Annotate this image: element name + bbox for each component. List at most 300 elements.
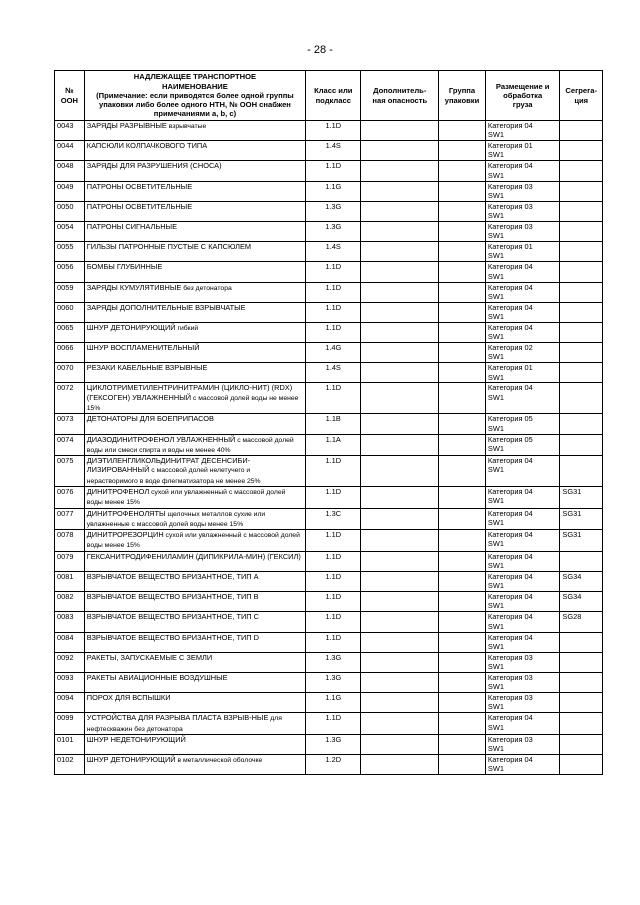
- table-row: [55, 713, 603, 735]
- subsidiary-risk-cell: [361, 612, 439, 632]
- stowage-cell: [485, 121, 559, 141]
- stowage-code: SW1: [487, 251, 504, 261]
- packing-group-cell: [439, 508, 486, 530]
- shipping-name-caps: ПОРОХ ДЛЯ ВСПЫШКИ: [86, 693, 171, 703]
- packing-group-cell: [439, 383, 486, 414]
- subsidiary-risk-cell: [361, 487, 439, 509]
- shipping-name-cell: [84, 434, 305, 456]
- header-line: Класс или: [314, 86, 353, 96]
- header-line: НАДЛЕЖАЩЕЕ ТРАНСПОРТНОЕ: [133, 72, 257, 82]
- subsidiary-risk-cell: [361, 201, 439, 221]
- segregation-cell: SG31: [560, 530, 603, 552]
- class-cell: 1.4S: [306, 242, 361, 262]
- class-cell: 1.3G: [306, 201, 361, 221]
- class-cell: 1.4S: [306, 141, 361, 161]
- packing-group-cell: [439, 632, 486, 652]
- header-line: ООН: [60, 95, 79, 105]
- stowage-category: Категория 02: [487, 343, 533, 353]
- subsidiary-risk-cell: [361, 161, 439, 181]
- col-header-class: [306, 71, 361, 121]
- table-row: [55, 181, 603, 201]
- stowage-category: Категория 01: [487, 141, 533, 151]
- table-row: [55, 201, 603, 221]
- un-number-cell: 0076: [55, 487, 85, 509]
- subsidiary-risk-cell: [361, 713, 439, 735]
- segregation-cell: [560, 141, 603, 161]
- packing-group-cell: [439, 414, 486, 434]
- subsidiary-risk-cell: [361, 652, 439, 672]
- packing-group-cell: [439, 487, 486, 509]
- class-cell: 1.3C: [306, 508, 361, 530]
- stowage-code: SW1: [487, 621, 504, 631]
- class-cell: 1.3G: [306, 672, 361, 692]
- packing-group-cell: [439, 282, 486, 302]
- table-row: [55, 652, 603, 672]
- shipping-name-cell: [84, 201, 305, 221]
- un-number-cell: 0054: [55, 221, 85, 241]
- stowage-cell: [485, 571, 559, 591]
- un-number-cell: 0092: [55, 652, 85, 672]
- table-row: [55, 571, 603, 591]
- un-number-cell: 0073: [55, 414, 85, 434]
- un-number-cell: 0055: [55, 242, 85, 262]
- stowage-code: SW1: [487, 517, 504, 527]
- shipping-name-cell: [84, 693, 305, 713]
- col-header-stowage: [485, 71, 559, 121]
- stowage-cell: [485, 434, 559, 456]
- stowage-category: Категория 04: [487, 161, 533, 171]
- stowage-cell: [485, 242, 559, 262]
- stowage-cell: [485, 508, 559, 530]
- class-cell: 1.1D: [306, 612, 361, 632]
- un-number-cell: 0074: [55, 434, 85, 456]
- subsidiary-risk-cell: [361, 571, 439, 591]
- shipping-name-cell: [84, 121, 305, 141]
- header-line: Размещение и: [495, 81, 550, 91]
- subsidiary-risk-cell: [361, 551, 439, 571]
- stowage-code: SW1: [487, 130, 504, 140]
- class-cell: 1.1G: [306, 693, 361, 713]
- stowage-cell: [485, 456, 559, 487]
- class-cell: 1.1D: [306, 161, 361, 181]
- stowage-cell: [485, 363, 559, 383]
- un-number-cell: 0102: [55, 755, 85, 775]
- shipping-name-caps: УСТРОЙСТВА ДЛЯ РАЗРЫВА ПЛАСТА ВЗРЫВ-НЫЕ: [86, 713, 269, 723]
- stowage-category: Категория 04: [487, 383, 533, 393]
- table-row: [55, 693, 603, 713]
- class-cell: 1.1D: [306, 322, 361, 342]
- un-number-cell: 0056: [55, 262, 85, 282]
- segregation-cell: [560, 181, 603, 201]
- un-number-cell: 0093: [55, 672, 85, 692]
- shipping-name-caps: ЦИКЛОТРИМЕТИЛЕНТРИНИТРАМИН (ЦИКЛО-НИТ) (RDX) (ГЕКСОГЕН) УВЛАЖНЕННЫЙ: [86, 383, 293, 402]
- subsidiary-risk-cell: [361, 221, 439, 241]
- stowage-category: Категория 04: [487, 530, 533, 540]
- shipping-name-caps: ЗАРЯДЫ КУМУЛЯТИВНЫЕ: [86, 282, 182, 292]
- packing-group-cell: [439, 201, 486, 221]
- stowage-code: SW1: [487, 561, 504, 571]
- class-cell: 1.1D: [306, 282, 361, 302]
- stowage-code: SW1: [487, 702, 504, 712]
- shipping-name-caps: ВЗРЫВЧАТОЕ ВЕЩЕСТВО БРИЗАНТНОЕ, ТИП C: [86, 612, 259, 622]
- table-row: [55, 282, 603, 302]
- table-row: [55, 551, 603, 571]
- stowage-code: SW1: [487, 211, 504, 221]
- class-cell: 1.1D: [306, 302, 361, 322]
- stowage-code: SW1: [487, 271, 504, 281]
- stowage-category: Категория 04: [487, 121, 533, 130]
- col-header-packing-group: [439, 71, 486, 121]
- shipping-name-caps: ДИАЗОДИНИТРОФЕНОЛ УВЛАЖНЕННЫЙ: [86, 434, 236, 444]
- stowage-code: SW1: [487, 581, 504, 591]
- stowage-category: Категория 04: [487, 487, 533, 496]
- shipping-name-cell: [84, 322, 305, 342]
- un-number-cell: 0078: [55, 530, 85, 552]
- un-number-cell: 0070: [55, 363, 85, 383]
- subsidiary-risk-cell: [361, 383, 439, 414]
- stowage-code: SW1: [487, 722, 504, 732]
- stowage-code: SW1: [487, 231, 504, 241]
- stowage-cell: [485, 302, 559, 322]
- segregation-cell: [560, 632, 603, 652]
- header-line: №: [65, 86, 74, 96]
- class-cell: 1.3G: [306, 734, 361, 754]
- stowage-category: Категория 04: [487, 612, 533, 622]
- un-number-cell: 0043: [55, 121, 85, 141]
- shipping-name-cell: [84, 672, 305, 692]
- header-line: обработка: [503, 90, 543, 100]
- shipping-name-caps: ДЕТОНАТОРЫ ДЛЯ БОЕПРИПАСОВ: [86, 414, 214, 424]
- shipping-name-cell: [84, 141, 305, 161]
- shipping-name-cell: [84, 181, 305, 201]
- packing-group-cell: [439, 161, 486, 181]
- header-line: подкласс: [315, 95, 351, 105]
- stowage-cell: [485, 612, 559, 632]
- shipping-name-cell: [84, 612, 305, 632]
- shipping-name-caps: ВЗРЫВЧАТОЕ ВЕЩЕСТВО БРИЗАНТНОЕ, ТИП A: [86, 571, 259, 581]
- stowage-cell: [485, 282, 559, 302]
- segregation-cell: [560, 755, 603, 775]
- table-row: [55, 508, 603, 530]
- subsidiary-risk-cell: [361, 434, 439, 456]
- subsidiary-risk-cell: [361, 632, 439, 652]
- shipping-name-caps: ШНУР ДЕТОНИРУЮЩИЙ: [86, 322, 176, 332]
- un-number-cell: 0082: [55, 592, 85, 612]
- table-row: [55, 383, 603, 414]
- segregation-cell: SG31: [560, 508, 603, 530]
- stowage-code: SW1: [487, 372, 504, 382]
- un-number-cell: 0044: [55, 141, 85, 161]
- header-line: упаковки: [444, 95, 480, 105]
- subsidiary-risk-cell: [361, 302, 439, 322]
- shipping-name-caps: ПАТРОНЫ ОСВЕТИТЕЛЬНЫЕ: [86, 181, 193, 191]
- stowage-code: SW1: [487, 150, 504, 160]
- shipping-name-cell: [84, 551, 305, 571]
- stowage-cell: [485, 343, 559, 363]
- un-number-cell: 0077: [55, 508, 85, 530]
- stowage-category: Категория 03: [487, 693, 533, 703]
- un-number-cell: 0079: [55, 551, 85, 571]
- table-row: [55, 322, 603, 342]
- shipping-name-cell: [84, 414, 305, 434]
- table-row: [55, 456, 603, 487]
- shipping-name-qualifier: в металлической оболочке: [175, 757, 263, 765]
- stowage-code: SW1: [487, 682, 504, 692]
- table-row: [55, 221, 603, 241]
- un-number-cell: 0094: [55, 693, 85, 713]
- subsidiary-risk-cell: [361, 322, 439, 342]
- class-cell: 1.1D: [306, 487, 361, 509]
- packing-group-cell: [439, 672, 486, 692]
- stowage-code: SW1: [487, 311, 504, 321]
- packing-group-cell: [439, 434, 486, 456]
- shipping-name-cell: [84, 652, 305, 672]
- stowage-cell: [485, 414, 559, 434]
- table-row: [55, 242, 603, 262]
- packing-group-cell: [439, 302, 486, 322]
- shipping-name-qualifier: с массовой долей воды или смеси спирта и воды не менее 40%: [86, 436, 294, 454]
- shipping-name-cell: [84, 508, 305, 530]
- stowage-category: Категория 04: [487, 322, 533, 332]
- stowage-cell: [485, 632, 559, 652]
- segregation-cell: [560, 363, 603, 383]
- stowage-cell: [485, 734, 559, 754]
- col-header-shipping-name: [84, 71, 305, 121]
- segregation-cell: [560, 121, 603, 141]
- shipping-name-qualifier: сухой или увлажненный с массовой долей воды менее 15%: [86, 532, 300, 550]
- header-line: Дополнитель-: [373, 86, 427, 96]
- stowage-category: Категория 01: [487, 242, 533, 252]
- segregation-cell: [560, 302, 603, 322]
- segregation-cell: SG28: [560, 612, 603, 632]
- un-number-cell: 0065: [55, 322, 85, 342]
- stowage-cell: [485, 161, 559, 181]
- segregation-cell: [560, 713, 603, 735]
- table-row: [55, 262, 603, 282]
- class-cell: 1.1D: [306, 632, 361, 652]
- stowage-code: SW1: [487, 539, 504, 549]
- un-number-cell: 0084: [55, 632, 85, 652]
- subsidiary-risk-cell: [361, 672, 439, 692]
- shipping-name-caps: КАПСЮЛИ КОЛПАЧКОВОГО ТИПА: [86, 141, 208, 151]
- shipping-name-qualifier: для нефтескважин без детонатора: [86, 715, 282, 733]
- table-body: [55, 121, 603, 775]
- class-cell: 1.2D: [306, 755, 361, 775]
- un-number-cell: 0048: [55, 161, 85, 181]
- stowage-category: Категория 04: [487, 755, 533, 765]
- segregation-cell: [560, 551, 603, 571]
- segregation-cell: [560, 414, 603, 434]
- stowage-cell: [485, 141, 559, 161]
- stowage-cell: [485, 201, 559, 221]
- subsidiary-risk-cell: [361, 414, 439, 434]
- table-row: [55, 161, 603, 181]
- stowage-cell: [485, 487, 559, 509]
- stowage-code: SW1: [487, 291, 504, 301]
- page-number: - 28 -: [307, 44, 333, 56]
- shipping-name-cell: [84, 571, 305, 591]
- stowage-category: Категория 04: [487, 508, 533, 518]
- table-row: [55, 530, 603, 552]
- shipping-name-caps: РЕЗАКИ КАБЕЛЬНЫЕ ВЗРЫВНЫЕ: [86, 363, 208, 373]
- packing-group-cell: [439, 456, 486, 487]
- shipping-name-caps: ЗАРЯДЫ ДОПОЛНИТЕЛЬНЫЕ ВЗРЫВЧАТЫЕ: [86, 302, 246, 312]
- stowage-code: SW1: [487, 352, 504, 362]
- subsidiary-risk-cell: [361, 755, 439, 775]
- table-row: [55, 612, 603, 632]
- shipping-name-cell: [84, 262, 305, 282]
- shipping-name-cell: [84, 242, 305, 262]
- stowage-category: Категория 03: [487, 181, 533, 191]
- segregation-cell: [560, 693, 603, 713]
- segregation-cell: SG31: [560, 487, 603, 509]
- stowage-category: Категория 04: [487, 262, 533, 272]
- packing-group-cell: [439, 592, 486, 612]
- subsidiary-risk-cell: [361, 141, 439, 161]
- stowage-cell: [485, 530, 559, 552]
- class-cell: 1.1A: [306, 434, 361, 456]
- packing-group-cell: [439, 141, 486, 161]
- shipping-name-caps: ВЗРЫВЧАТОЕ ВЕЩЕСТВО БРИЗАНТНОЕ, ТИП D: [86, 632, 259, 642]
- shipping-name-cell: [84, 734, 305, 754]
- stowage-category: Категория 03: [487, 201, 533, 211]
- packing-group-cell: [439, 734, 486, 754]
- shipping-name-caps: ГЕКСАНИТРОДИФЕНИЛАМИН (ДИПИКРИЛА-МИН) (ГЕКСИЛ): [86, 551, 301, 561]
- class-cell: 1.3G: [306, 221, 361, 241]
- un-number-cell: 0099: [55, 713, 85, 735]
- shipping-name-cell: [84, 456, 305, 487]
- shipping-name-cell: [84, 343, 305, 363]
- dangerous-goods-table: [54, 70, 603, 775]
- packing-group-cell: [439, 652, 486, 672]
- class-cell: 1.1D: [306, 713, 361, 735]
- table-row: [55, 141, 603, 161]
- subsidiary-risk-cell: [361, 282, 439, 302]
- shipping-name-caps: ШНУР ВОСПЛАМЕНИТЕЛЬНЫЙ: [86, 343, 200, 353]
- table-row: [55, 434, 603, 456]
- shipping-name-cell: [84, 221, 305, 241]
- packing-group-cell: [439, 242, 486, 262]
- table-row: [55, 755, 603, 775]
- packing-group-cell: [439, 530, 486, 552]
- stowage-code: SW1: [487, 744, 504, 754]
- segregation-cell: SG34: [560, 571, 603, 591]
- segregation-cell: [560, 282, 603, 302]
- table-row: [55, 592, 603, 612]
- header-line: (Примечание: если приводятся более одной группы упаковки либо более одного НТН, № ООН снабжен примечаниями a, b, c): [96, 90, 294, 119]
- stowage-category: Категория 04: [487, 551, 533, 561]
- table-row: [55, 632, 603, 652]
- shipping-name-qualifier: взрывчатые: [166, 123, 207, 130]
- class-cell: 1.1G: [306, 181, 361, 201]
- segregation-cell: SG34: [560, 592, 603, 612]
- header-line: ция: [574, 95, 589, 105]
- col-header-un-number: [55, 71, 85, 121]
- stowage-cell: [485, 755, 559, 775]
- packing-group-cell: [439, 262, 486, 282]
- subsidiary-risk-cell: [361, 693, 439, 713]
- class-cell: 1.4G: [306, 343, 361, 363]
- stowage-category: Категория 04: [487, 632, 533, 642]
- stowage-code: SW1: [487, 465, 504, 475]
- table-row: [55, 121, 603, 141]
- segregation-cell: [560, 734, 603, 754]
- class-cell: 1.1D: [306, 383, 361, 414]
- stowage-cell: [485, 713, 559, 735]
- segregation-cell: [560, 343, 603, 363]
- shipping-name-caps: ПАТРОНЫ ОСВЕТИТЕЛЬНЫЕ: [86, 201, 193, 211]
- subsidiary-risk-cell: [361, 508, 439, 530]
- un-number-cell: 0075: [55, 456, 85, 487]
- segregation-cell: [560, 201, 603, 221]
- un-number-cell: 0101: [55, 734, 85, 754]
- stowage-category: Категория 04: [487, 713, 533, 723]
- stowage-cell: [485, 592, 559, 612]
- shipping-name-cell: [84, 755, 305, 775]
- shipping-name-caps: ЗАРЯДЫ ДЛЯ РАЗРУШЕНИЯ (СНОСА): [86, 161, 222, 171]
- header-line: Группа: [448, 86, 476, 96]
- table-row: [55, 487, 603, 509]
- subsidiary-risk-cell: [361, 343, 439, 363]
- packing-group-cell: [439, 121, 486, 141]
- subsidiary-risk-cell: [361, 592, 439, 612]
- shipping-name-caps: ДИНИТРОФЕНОЛЯТЫ: [86, 508, 166, 518]
- packing-group-cell: [439, 322, 486, 342]
- subsidiary-risk-cell: [361, 181, 439, 201]
- shipping-name-qualifier: с массовой долей нелетучего и нерастворимого в воде флегматизатора не менее 25%: [86, 467, 261, 485]
- table-row: [55, 414, 603, 434]
- class-cell: 1.1D: [306, 262, 361, 282]
- stowage-cell: [485, 221, 559, 241]
- class-cell: 1.3G: [306, 652, 361, 672]
- shipping-name-qualifier: сухой или увлажненный с массовой долей воды менее 15%: [86, 489, 286, 507]
- shipping-name-qualifier: без детонатора: [181, 284, 232, 292]
- segregation-cell: [560, 322, 603, 342]
- shipping-name-qualifier: гибкий: [175, 324, 199, 332]
- table-header: [55, 71, 603, 121]
- stowage-code: SW1: [487, 190, 504, 200]
- stowage-code: SW1: [487, 641, 504, 651]
- packing-group-cell: [439, 181, 486, 201]
- header-line: НАИМЕНОВАНИЕ: [162, 81, 228, 91]
- stowage-code: SW1: [487, 601, 504, 611]
- un-number-cell: 0059: [55, 282, 85, 302]
- packing-group-cell: [439, 363, 486, 383]
- stowage-category: Категория 03: [487, 734, 533, 744]
- shipping-name-caps: ПАТРОНЫ СИГНАЛЬНЫЕ: [86, 221, 177, 231]
- shipping-name-cell: [84, 632, 305, 652]
- stowage-cell: [485, 262, 559, 282]
- shipping-name-cell: [84, 592, 305, 612]
- shipping-name-cell: [84, 363, 305, 383]
- stowage-cell: [485, 551, 559, 571]
- shipping-name-caps: ДИНИТРОФЕНОЛ: [86, 487, 150, 496]
- header-line: груза: [512, 100, 533, 110]
- subsidiary-risk-cell: [361, 734, 439, 754]
- stowage-code: SW1: [487, 332, 504, 342]
- stowage-code: SW1: [487, 764, 504, 774]
- stowage-cell: [485, 181, 559, 201]
- stowage-category: Категория 03: [487, 672, 533, 682]
- class-cell: 1.1D: [306, 592, 361, 612]
- segregation-cell: [560, 161, 603, 181]
- shipping-name-cell: [84, 302, 305, 322]
- shipping-name-cell: [84, 713, 305, 735]
- stowage-category: Категория 03: [487, 652, 533, 662]
- un-number-cell: 0081: [55, 571, 85, 591]
- shipping-name-caps: ДИНИТРОРЕЗОРЦИН: [86, 530, 164, 540]
- shipping-name-cell: [84, 282, 305, 302]
